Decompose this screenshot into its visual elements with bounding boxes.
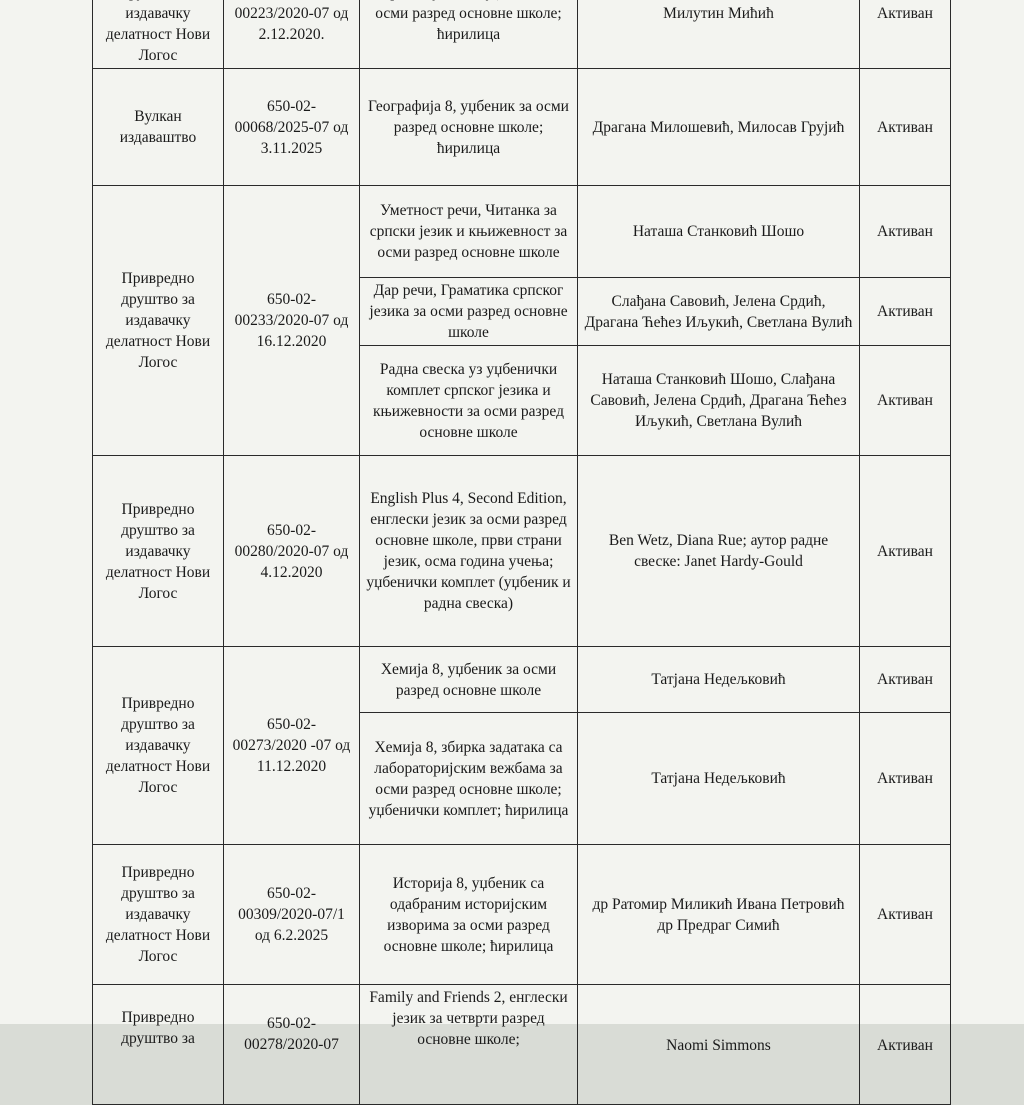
table-row: [93, 186, 951, 278]
status-cell: Активан: [860, 346, 951, 456]
authors-cell: Наташа Станковић Шошо: [578, 186, 860, 278]
authors-cell: Милутин Мићић: [578, 0, 860, 69]
table-row: [93, 0, 951, 69]
publisher-cell: Привредно друштво за издавачку делатност Нови Логос: [93, 186, 224, 456]
authors-cell: Naomi Simmons: [578, 985, 860, 1105]
authors-cell: Слађана Савовић, Јелена Срдић, Драгана Ћећез Иљукић, Светлана Вулић: [578, 278, 860, 346]
status-cell: Активан: [860, 456, 951, 647]
authors-cell: Наташа Станковић Шошо, Слађана Савовић, Јелена Срдић, Драгана Ћећез Иљукић, Светлана Вулић: [578, 346, 860, 456]
authors-cell: др Ратомир Миликић Ивана Петровић др Предраг Симић: [578, 845, 860, 985]
decision-cell: 650-02-00233/2020-07 од 16.12.2020: [224, 186, 360, 456]
authors-cell: Драгана Милошевић, Милосав Грујић: [578, 69, 860, 186]
table-row: [93, 647, 951, 713]
title-cell: Радна свеска уз уџбенички комплет српског језика и књижевности за осми разред основне школе: [360, 346, 578, 456]
decision-cell: 650-02-00309/2020-07/1 од 6.2.2025: [224, 845, 360, 985]
authors-cell: Ben Wetz, Diana Rue; аутор радне свеске: Janet Hardy-Gould: [578, 456, 860, 647]
decision-cell: 650-02-00278/2020-07: [224, 985, 360, 1105]
title-cell: осми разред основне школе; ћирилица: [360, 0, 578, 69]
title-cell: Хемија 8, збирка задатака са лабораторијским вежбама за осми разред основне школе; уџбенички комплет; ћирилица: [360, 713, 578, 845]
title-cell: Уметност речи, Читанка за српски језик и књижевност за осми разред основне школе: [360, 186, 578, 278]
decision-cell: 650-02-00068/2025-07 од 3.11.2025: [224, 69, 360, 186]
title-cell: Географија 8, уџбеник за осми разред основне школе; ћирилица: [360, 69, 578, 186]
publisher-cell: Привредно друштво за издавачку делатност Нови Логос: [93, 456, 224, 647]
status-cell: Активан: [860, 713, 951, 845]
status-cell: Активан: [860, 0, 951, 69]
publisher-cell: Привредно друштво за издавачку делатност Нови Логос: [93, 845, 224, 985]
status-cell: Активан: [860, 647, 951, 713]
table-row: [93, 456, 951, 647]
publisher-cell: Вулкан издаваштво: [93, 69, 224, 186]
title-cell: Историја 8, уџбеник са одабраним историјским изворима за осми разред основне школе; ћирилица: [360, 845, 578, 985]
status-cell: Активан: [860, 186, 951, 278]
status-cell: Активан: [860, 278, 951, 346]
decision-cell: 00223/2020-07 од 2.12.2020.: [224, 0, 360, 69]
title-cell: English Plus 4, Second Edition, енглески језик за осми разред основне школе, први страни језик, осма година учења; уџбенички комплет (уџбеник и радна свеска): [360, 456, 578, 647]
status-cell: Активан: [860, 845, 951, 985]
publisher-cell: Привредно друштво за издавачку делатност Нови Логос: [93, 647, 224, 845]
title-cell: Family and Friends 2, енглески језик за четврти разред основне школе;: [360, 985, 578, 1105]
table-row: [93, 845, 951, 985]
decision-cell: 650-02-00280/2020-07 од 4.12.2020: [224, 456, 360, 647]
publisher-cell: Привредно друштво за: [93, 985, 224, 1105]
status-cell: Активан: [860, 985, 951, 1105]
textbook-approval-table: [92, 0, 951, 1105]
authors-cell: Татјана Недељковић: [578, 647, 860, 713]
publisher-cell: издавачку делатност Нови Логос: [93, 0, 224, 69]
title-cell: Хемија 8, уџбеник за осми разред основне школе: [360, 647, 578, 713]
title-cell: Дар речи, Граматика српског језика за осми разред основне школе: [360, 278, 578, 346]
table-row: [93, 69, 951, 186]
status-cell: Активан: [860, 69, 951, 186]
authors-cell: Татјана Недељковић: [578, 713, 860, 845]
decision-cell: 650-02-00273/2020 -07 од 11.12.2020: [224, 647, 360, 845]
table-row: [93, 985, 951, 1105]
